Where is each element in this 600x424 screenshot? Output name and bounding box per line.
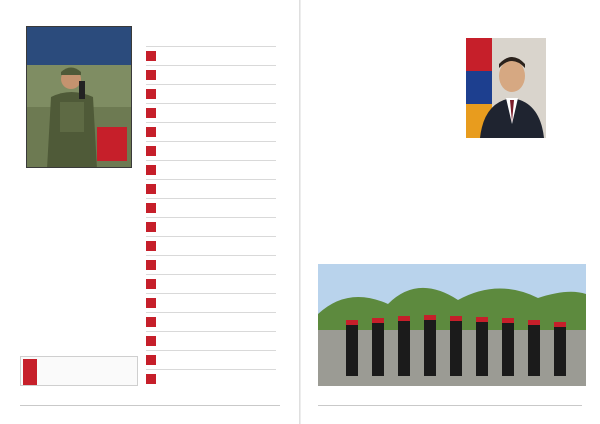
toc-item[interactable] [146, 350, 276, 368]
toc-page-number [146, 241, 156, 251]
toc-item[interactable] [146, 160, 276, 178]
toc-item[interactable] [146, 198, 276, 216]
toc-item[interactable] [146, 46, 276, 64]
toc-item[interactable] [146, 331, 276, 349]
parade-photo [318, 264, 586, 386]
toc-item[interactable] [146, 255, 276, 273]
toc-page-number [146, 127, 156, 137]
toc-page-number [146, 317, 156, 327]
toc-title [160, 222, 274, 234]
article-column-left [318, 102, 446, 258]
article-title [318, 42, 462, 70]
toc-title [160, 374, 274, 386]
toc-page-number [146, 203, 156, 213]
publisher-info [20, 172, 138, 382]
toc-page-number [146, 355, 156, 365]
toc-page-number [146, 108, 156, 118]
cover-thumbnail [26, 26, 132, 168]
footer-rule-right [318, 405, 582, 406]
toc-title [160, 317, 274, 329]
toc-title [160, 89, 274, 101]
toc-item[interactable] [146, 103, 276, 121]
ad-text [41, 360, 135, 384]
right-page [300, 0, 600, 424]
toc-item[interactable] [146, 274, 276, 292]
toc-page-number [146, 51, 156, 61]
toc-page-number [146, 89, 156, 99]
toc-title [160, 127, 274, 139]
toc-item[interactable] [146, 236, 276, 254]
toc-item[interactable] [146, 122, 276, 140]
toc-item[interactable] [146, 141, 276, 159]
toc-title [160, 184, 274, 196]
toc-page-number [146, 298, 156, 308]
article-intro [318, 74, 462, 100]
running-header-right [318, 8, 458, 16]
toc-page-number [146, 184, 156, 194]
toc-title [160, 355, 274, 367]
cover-masthead [33, 33, 127, 45]
toc-page-number [146, 70, 156, 80]
toc-item[interactable] [146, 84, 276, 102]
toc-title [160, 108, 274, 120]
toc-page-number [146, 222, 156, 232]
toc-title [160, 51, 274, 63]
toc-item[interactable] [146, 217, 276, 235]
toc-item[interactable] [146, 65, 276, 83]
portrait-photo [466, 38, 546, 138]
toc-item[interactable] [146, 369, 276, 387]
toc-title [160, 298, 274, 310]
toc-title [160, 203, 274, 215]
toc-item[interactable] [146, 179, 276, 197]
table-of-contents [146, 46, 276, 390]
toc-page-number [146, 146, 156, 156]
toc-title [160, 260, 274, 272]
toc-page-number [146, 279, 156, 289]
footer-rule-left [20, 405, 280, 406]
article-column-right [452, 142, 586, 258]
toc-title [160, 146, 274, 158]
toc-page-number [146, 374, 156, 384]
toc-item[interactable] [146, 312, 276, 330]
cover-line [97, 145, 127, 157]
cover-line [97, 131, 127, 143]
toc-page-number [146, 260, 156, 270]
toc-page-number [146, 165, 156, 175]
ad-mark [23, 359, 37, 385]
running-header-left [150, 8, 280, 16]
toc-title [160, 70, 274, 82]
toc-title [160, 241, 274, 253]
toc-title [160, 336, 274, 348]
advertisement-box [20, 356, 138, 386]
toc-title [160, 279, 274, 291]
toc-title [160, 165, 274, 177]
toc-item[interactable] [146, 293, 276, 311]
toc-page-number [146, 336, 156, 346]
